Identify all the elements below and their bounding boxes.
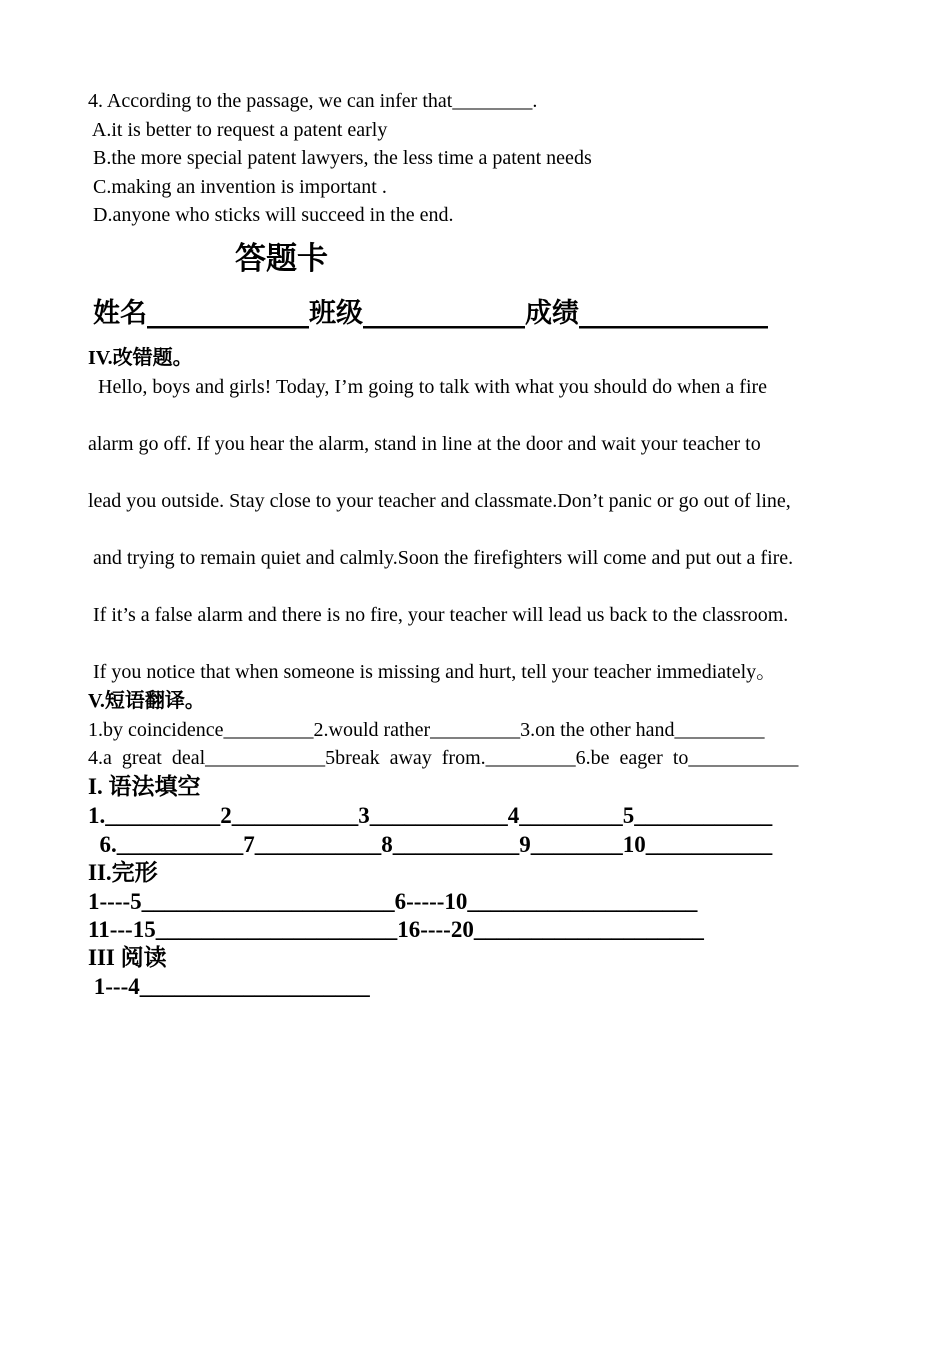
option-b: B.the more special patent lawyers, the less time a patent needs	[88, 147, 592, 169]
section-iii-heading: III 阅读	[88, 945, 167, 970]
student-info-line: 姓名____________班级____________成绩______________	[93, 298, 768, 329]
section-iv-heading: IV.改错题。	[88, 347, 193, 369]
passage-line: If you notice that when someone is missing and hurt, tell your teacher immediately。	[88, 661, 777, 683]
question-4-stem: 4. According to the passage, we can infer that________.	[88, 90, 538, 112]
cloze-answer-line-2: 11---15_____________________16----20____________________	[88, 917, 704, 942]
section-i-heading: I. 语法填空	[88, 774, 201, 799]
grammar-answer-line-2: 6.___________7___________8___________9________10___________	[88, 832, 773, 857]
section-ii-heading: II.完形	[88, 860, 158, 885]
passage-line: lead you outside. Stay close to your teacher and classmate.Don’t panic or go out of line,	[88, 490, 791, 512]
passage-line: Hello, boys and girls! Today, I’m going to talk with what you should do when a fire	[88, 376, 768, 398]
cloze-answer-line-1: 1----5______________________6-----10____________________	[88, 889, 698, 914]
option-c: C.making an invention is important .	[88, 176, 387, 198]
grammar-answer-line-1: 1.__________2___________3____________4_________5____________	[88, 803, 773, 828]
option-d: D.anyone who sticks will succeed in the end.	[88, 204, 454, 226]
phrase-line-2: 4.a great deal____________5break away from._________6.be eager to___________	[88, 747, 799, 769]
passage-line: If it’s a false alarm and there is no fire, your teacher will lead us back to the classroom.	[88, 604, 789, 626]
phrase-line-1: 1.by coincidence_________2.would rather_________3.on the other hand_________	[88, 719, 765, 741]
passage-line: alarm go off. If you hear the alarm, stand in line at the door and wait your teacher to	[88, 433, 761, 455]
reading-answer-line: 1---4____________________	[88, 974, 370, 999]
option-a: A.it is better to request a patent early	[88, 119, 388, 141]
answer-card-title: 答题卡	[235, 241, 328, 277]
passage-line: and trying to remain quiet and calmly.Soon the firefighters will come and put out a fire.	[88, 547, 794, 569]
section-v-heading: V.短语翻译。	[88, 690, 205, 712]
